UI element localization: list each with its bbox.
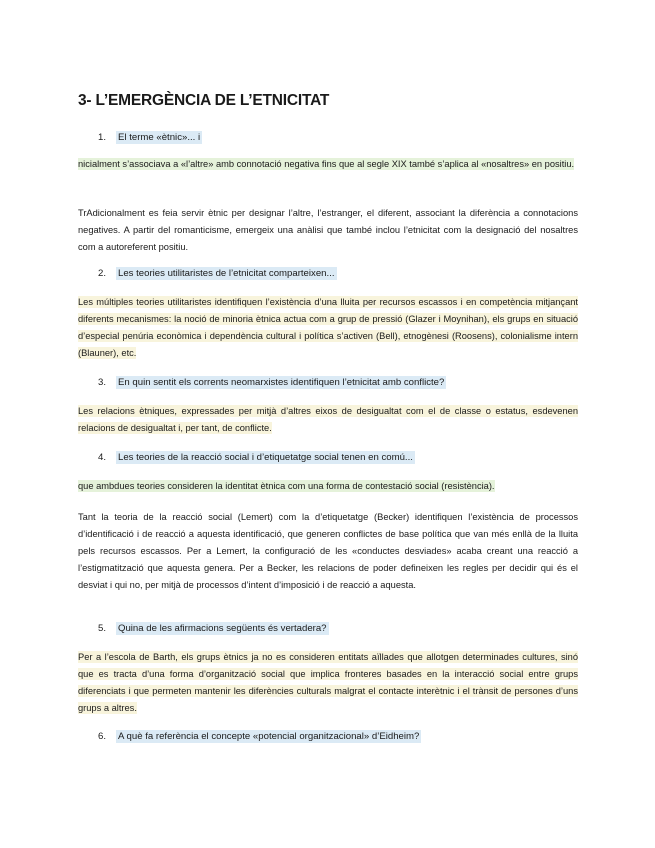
question-1: [98, 131, 202, 144]
highlighted-answer: nicialment s’associava a «l’altre» amb connotació negativa fins que al segle XIX també s’aplica al «nosaltres» en positiu.: [78, 159, 575, 169]
document-title: 3- L’EMERGÈNCIA DE L’ETNICITAT: [78, 92, 330, 109]
answer-paragraph-1: [78, 156, 578, 173]
question-text: Les teories de la reacció social i d’etiquetatge social tenen en comú...: [118, 452, 413, 463]
highlighted-answer: Per a l’escola de Barth, els grups ètnics ja no es consideren entitats aïllades que allotgen determinades cultures, sinó que es tracta d’una forma d’organització social que implica fronteres basades en la interacció social entre grups diferenciats i que permeten mantenir les diferències culturals malgrat el contacte interètnic i el trànsit de persones d’uns grups a altres.: [78, 652, 578, 713]
question-2: [98, 267, 337, 280]
question-4: [98, 451, 415, 464]
question-number: 6.: [98, 731, 107, 742]
explanation-paragraph-4: Tant la teoria de la reacció social (Lemert) com la d’etiquetatge (Becker) identifiquen l’existència de processos d’identificació i de reacció a aquesta identificació, que generen conflictes de base política que van més enllà de la lluita pels recursos escassos. Per a Lemert, la configuració de les «conductes desviades» acaba creant una reacció a l’estigmatització que aquesta genera. Per a Becker, les relacions de poder defineixen les regles per decidir qui és el desviat i qui no, per mitjà de processos d’intent d’imposició i de reacció a aquesta.: [78, 512, 578, 590]
question-text: En quin sentit els corrents neomarxistes identifiquen l’etnicitat amb conflicte?: [118, 377, 445, 388]
answer-paragraph-2: [78, 294, 578, 362]
question-text: El terme «ètnic»... i: [118, 132, 201, 143]
question-number: 3.: [98, 377, 107, 388]
explanation-paragraph-1: TrAdicionalment es feia servir ètnic per designar l’altre, l’estranger, el diferent, associant la diferència a connotacions negatives. A partir del romanticisme, emergeix una anàlisi que també inclou l’etnicitat com la designació del nosaltres com a autoreferent positiu.: [78, 208, 578, 252]
question-5: [98, 622, 329, 635]
question-text: A què fa referència el concepte «potencial organitzacional» d’Eidheim?: [118, 731, 420, 742]
answer-paragraph-3: [78, 403, 578, 437]
answer-paragraph-5: [78, 649, 578, 717]
question-number: 1.: [98, 132, 107, 143]
highlighted-answer: Les múltiples teories utilitaristes identifiquen l’existència d’una lluita per recursos escassos i en competència mitjançant diferents mecanismes: la noció de minoria ètnica actua com a grup de pressió (Glazer i Moynihan), els grups en situació d’especial penúria econòmica i dependència cultural i política s’activen (Bell), etnogènesi (Roosens), colonialisme intern (Blauner), etc.: [78, 297, 578, 358]
highlighted-answer: que ambdues teories consideren la identitat ètnica com una forma de contestació social (resistència).: [78, 481, 495, 491]
question-6: [98, 730, 421, 743]
highlighted-answer: Les relacions ètniques, expressades per mitjà d’altres eixos de desigualtat com el de classe o estatus, esdevenen relacions de desigualtat i, per tant, de conflicte.: [78, 406, 578, 433]
question-number: 2.: [98, 268, 107, 279]
answer-paragraph-4: [78, 478, 578, 495]
question-3: [98, 376, 446, 389]
question-number: 5.: [98, 623, 107, 634]
question-number: 4.: [98, 452, 107, 463]
question-text: Les teories utilitaristes de l’etnicitat comparteixen...: [118, 268, 335, 279]
question-text: Quina de les afirmacions següents és vertadera?: [118, 623, 327, 634]
